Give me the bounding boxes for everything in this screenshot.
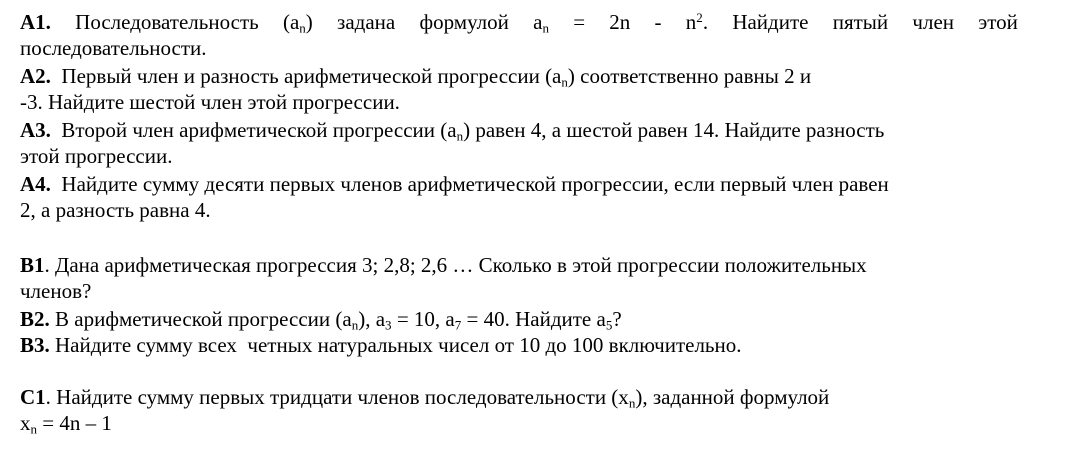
problem-a1-word: пятый — [832, 10, 889, 34]
problem-c1-formula: = 4n – 1 — [37, 411, 112, 435]
problem-a2-text: ) соответственно равны 2 и — [567, 64, 812, 88]
subscript: 7 — [454, 317, 462, 333]
subscript: 5 — [605, 317, 613, 333]
subscript: n — [456, 128, 464, 144]
problem-a4-line2: 2, а разность равна 4. — [20, 198, 211, 222]
problem-a3-line2: этой прогрессии. — [20, 144, 173, 168]
problem-a3-label: А3. — [20, 118, 51, 142]
problem-c1-formula: x — [20, 411, 31, 435]
problem-b2-text: = 40. Найдите a — [466, 307, 606, 331]
problem-a1-word: 2n — [609, 10, 631, 34]
problem-b1-line1 — [20, 253, 867, 277]
problem-b3-line1 — [20, 333, 742, 357]
problem-b2-text: ? — [612, 307, 622, 331]
problem-b2-text: ), a — [358, 307, 386, 331]
subscript: 3 — [385, 317, 392, 333]
problem-a2-line2: -3. Найдите шестой член этой прогрессии. — [20, 90, 400, 114]
problem-a1-term: $a_n$ — [533, 10, 549, 36]
problem-a1-equals: = — [573, 10, 586, 34]
problem-a1-label: А1. — [20, 10, 51, 34]
problem-a3-text: ) равен 4, а шестой равен 14. Найдите разность — [463, 118, 885, 142]
problem-a1-word: Найдите — [732, 10, 809, 34]
problem-c1-line2 — [20, 411, 112, 435]
problem-c1-line1 — [20, 385, 829, 409]
problem-a4-text: Найдите сумму десяти первых членов арифметической прогрессии, если первый член равен — [61, 172, 889, 196]
problem-b1-line2: членов? — [20, 279, 92, 303]
problem-a2-text: Первый член и разность арифметической прогрессии (a — [61, 64, 562, 88]
problem-a2-label: А2. — [20, 64, 51, 88]
problem-a1-word: формулой — [419, 10, 509, 34]
problem-a1-word: этой — [978, 10, 1018, 34]
subscript: n — [30, 421, 38, 437]
problem-b3-label: В3. — [20, 333, 50, 357]
problem-a4-line1 — [20, 172, 889, 196]
problem-c1-label: С1 — [20, 385, 46, 409]
problem-b3-text: Найдите сумму всех четных натуральных чисел от 10 до 100 включительно. — [55, 333, 742, 357]
problem-b1-text: . Дана арифметическая прогрессия 3; 2,8; 2,6 … Сколько в этой прогрессии положительных — [44, 253, 867, 277]
subscript: n — [561, 74, 568, 90]
problem-b2-text: = 10, a — [396, 307, 455, 331]
problem-a1-seq-notation: $(a_n)$ — [282, 10, 313, 36]
problem-c1-text: . Найдите сумму первых тридцати членов последовательности (x — [45, 385, 629, 409]
problem-a1-minus: - — [654, 10, 662, 34]
problem-b2-label: В2. — [20, 307, 50, 331]
problem-a1-power: $n^2$. — [685, 9, 709, 34]
problem-a1-word: член — [912, 10, 955, 34]
problem-b2-line1 — [20, 307, 622, 331]
subscript: n — [628, 395, 636, 411]
problem-a4-label: А4. — [20, 172, 51, 196]
problem-c1-text: ), заданной формулой — [635, 385, 830, 409]
problem-a3-line1 — [20, 118, 884, 142]
problem-b2-text: В арифметической прогрессии (a — [55, 307, 352, 331]
problem-a3-text: Второй член арифметической прогрессии (a — [61, 118, 457, 142]
problem-a1-word: задана — [337, 10, 396, 34]
problem-b1-label: В1 — [20, 253, 45, 277]
problem-a1-line1 — [20, 10, 1018, 34]
problem-a1-word: Последовательность — [75, 10, 259, 34]
problem-a1-line2: последовательности. — [20, 36, 207, 60]
subscript: n — [351, 317, 359, 333]
problem-a2-line1 — [20, 64, 811, 88]
